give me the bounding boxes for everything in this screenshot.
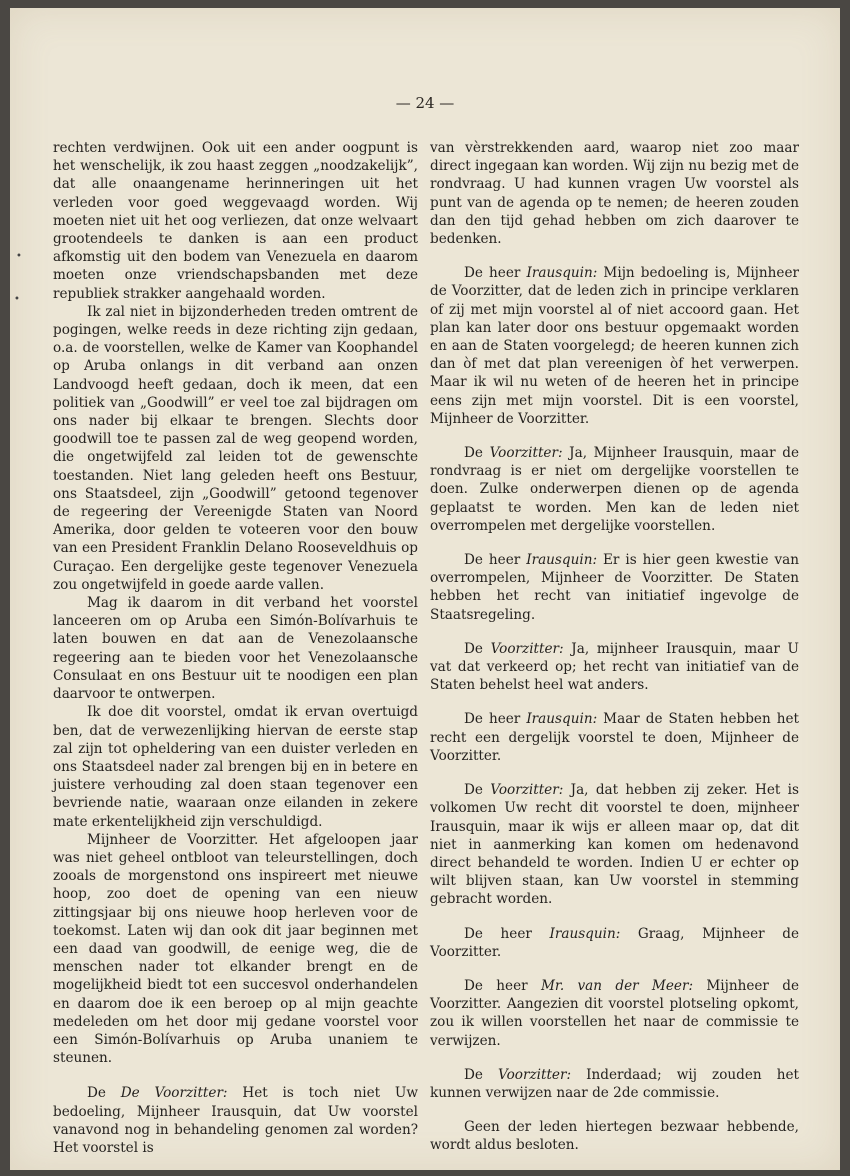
speech-prefix: De heer [464, 552, 527, 569]
margin-dot: • [14, 294, 20, 305]
left-column [53, 139, 418, 1157]
speech-text: Graag, Mijnheer de Voorzitter. [430, 925, 799, 960]
paragraph: Mijnheer de Voorzitter. Het afgeloopen jaar was niet geheel ontbloot van teleurstellingen, doch zooals de morgenstond ons inspireert met nieuwe hoop, zoo doet de opening van een nieuw zittingsjaar bij ons nieuwe hoop herleven voor de toekomst. Laten wij dan ook dit jaar beginnen met een daad van goodwill, de eenige weg, die de menschen nader tot elkander brengt en de mogelijkheid biedt tot een succesvol onderhandelen en daarom doe ik een beroep op al mijn geachte medeleden om het door mij gedane voorstel voor een Simón-Bolívarhuis op Aruba unaniem te steunen. [53, 831, 418, 1067]
speech-paragraph [430, 1066, 799, 1102]
margin-dot: • [16, 251, 22, 262]
speech-paragraph [430, 977, 799, 1050]
speech-paragraph [430, 551, 799, 624]
speech-prefix: De heer [464, 977, 541, 994]
speaker-name: Voorzitter: [490, 640, 564, 657]
speaker-name: Voorzitter: [489, 445, 563, 462]
paragraph: Geen der leden hiertegen bezwaar hebbende, wordt aldus besloten. [430, 1119, 799, 1154]
speech-text: Ja, Mijnheer Irausquin, maar de rondvraag is er niet om dergelijke voorstellen te doen. Zulke onderwerpen dienen op de agenda geplaatst te worden. Men kan de leden niet overrompelen met dergelijke voorstellen. [430, 445, 799, 534]
speaker-name: Irausquin: [526, 552, 598, 569]
speaker-name: Voorzitter: [490, 782, 564, 799]
paragraph: van vèrstrekkenden aard, waarop niet zoo maar direct ingegaan kan worden. Wij zijn nu bezig met de rondvraag. U had kunnen vragen Uw voorstel als punt van de agenda op te nemen; de heeren zouden dan den tijd gehad hebben om zich daarover te bedenken. [430, 140, 799, 248]
speaker-name: De Voorzitter: [120, 1085, 228, 1102]
speaker-name: Irausquin: [526, 265, 598, 282]
speaker-name: Mr. van der Meer: [540, 977, 694, 994]
speech-text: Mijnheer de Voorzitter. Aangezien dit voorstel plotseling opkomt, zou ik willen voorstellen het naar de commissie te verwijzen. [430, 977, 800, 1049]
speech-paragraph [430, 925, 799, 961]
speaker-name: Voorzitter: [498, 1066, 572, 1083]
speech-prefix: De [464, 640, 491, 657]
speech-text: Het is toch niet Uw bedoeling, Mijnheer Irausquin, dat Uw voorstel vanavond nog in behandeling genomen zal worden? Het voorstel is [53, 1085, 419, 1156]
speech-text: Ja, dat hebben zij zeker. Het is volkomen Uw recht dit voorstel te doen, mijnheer Irausquin, maar ik wijs er alleen maar op, dat dit niet in aanmerking kan komen om hedenavond direct behandeld te worden. Indien U er echter op wilt blijven staan, kan Uw voorstel in stemming gebracht worden. [430, 782, 799, 908]
speaker-name: Irausquin: [549, 925, 621, 942]
page-number: — 24 — [395, 94, 455, 112]
speech-text: Er is hier geen kwestie van overrompelen, Mijnheer de Voorzitter. De Staten hebben het recht van initiatief ingevolge de Staatsregeling. [430, 552, 799, 623]
speech-prefix: De heer [464, 711, 527, 728]
speech-paragraph [430, 710, 799, 765]
speech-text: Mijn bedoeling is, Mijnheer de Voorzitter, dat de leden zich in principe verklaren of zij met mijn voorstel al of niet accoord gaan. Het plan kan later door ons bestuur opgemaakt worden en aan de Staten voorgelegd; de heeren kunnen zich dan òf met dat plan vereenigen òf het verwerpen. Maar ik wil nu weten of de heeren het in principe eens zijn met mijn voorstel. Dit is een voorstel, Mijnheer de Voorzitter. [430, 265, 799, 427]
speech-paragraph [430, 444, 799, 535]
paragraph: Ik zal niet in bijzonderheden treden omtrent de pogingen, welke reeds in deze richting zijn gedaan, o.a. de voorstellen, welke de Kamer van Koophandel op Aruba onlangs in dit verband aan onzen Landvoogd heeft gedaan, doch ik meen, dat een politiek van „Goodwill” er veel toe zal bijdragen om ons nader bij elkaar te brengen. Slechts door goodwill toe te passen zal de weg geopend worden, die ongetwijfeld zal leiden tot de gewenschte toestanden. Niet lang geleden heeft ons Bestuur, ons Staatsdeel, zijn „Goodwill” getoond tegenover de regeering der Vereenigde Staten van Noord Amerika, door gelden te voteeren voor den bouw van een President Franklin Delano Rooseveldhuis op Curaçao. Een dergelijke geste tegenover Venezuela zou ongetwijfeld in goede aarde vallen. [53, 303, 418, 593]
speech-paragraph [430, 781, 799, 908]
speech-paragraph: De De Voorzitter: Het is toch niet Uw bedoeling, Mijnheer Irausquin, dat Uw voorstel vanavond nog in behandeling genomen zal worden? Het voorstel is [53, 1085, 419, 1156]
speech-prefix: De [464, 1066, 499, 1083]
speech-text: Ja, mijnheer Irausquin, maar U vat dat verkeerd op; het recht van initiatief van de Staten behelst heel wat anders. [430, 640, 799, 694]
speech-text: Inderdaad; wij zouden het kunnen verwijzen naar de 2de commissie. [430, 1066, 799, 1101]
speech-prefix: De heer [464, 925, 550, 942]
right-column [430, 139, 799, 1171]
paragraph: rechten verdwijnen. Ook uit een ander oogpunt is het wenschelijk, ik zou haast zeggen „noodzakelijk”, dat alle onaangename herinneringen uit het verleden voor goed weggevaagd worden. Wij moeten niet uit het oog verliezen, dat onze welvaart grootendeels te danken is aan een product afkomstig uit den bodem van Venezuela en daarom moeten onze vriendschapsbanden met deze republiek strakker aangehaald worden. [53, 140, 418, 302]
paragraph: Ik doe dit voorstel, omdat ik ervan overtuigd ben, dat de verwezenlijking hiervan de eerste stap zal zijn tot opheldering van een duister verleden en ons Staatsdeel nader zal brengen bij en in betere en juistere verhouding zal doen staan tegenover een bevriende natie, waaraan onze eilanden in zekere mate erkentelijkheid zijn verschuldigd. [53, 704, 418, 830]
speech-paragraph [430, 264, 799, 428]
speech-prefix: De heer [464, 265, 527, 282]
speech-prefix: De [464, 782, 491, 799]
speaker-name: Irausquin: [526, 711, 598, 728]
paragraph: Mag ik daarom in dit verband het voorstel lanceeren om op Aruba een Simón-Bolívarhuis te laten bouwen en dat aan de Venezolaansche regeering aan te bieden voor het Venezolaansche Consulaat en ons Bestuur uit te noodigen een plan daarvoor te ontwerpen. [53, 595, 418, 703]
speech-paragraph [430, 640, 799, 695]
speech-prefix: De [464, 445, 490, 462]
speech-text: Maar de Staten hebben het recht een dergelijk voorstel te doen, Mijnheer de Voorzitter. [430, 711, 799, 764]
document-page [10, 8, 840, 1170]
